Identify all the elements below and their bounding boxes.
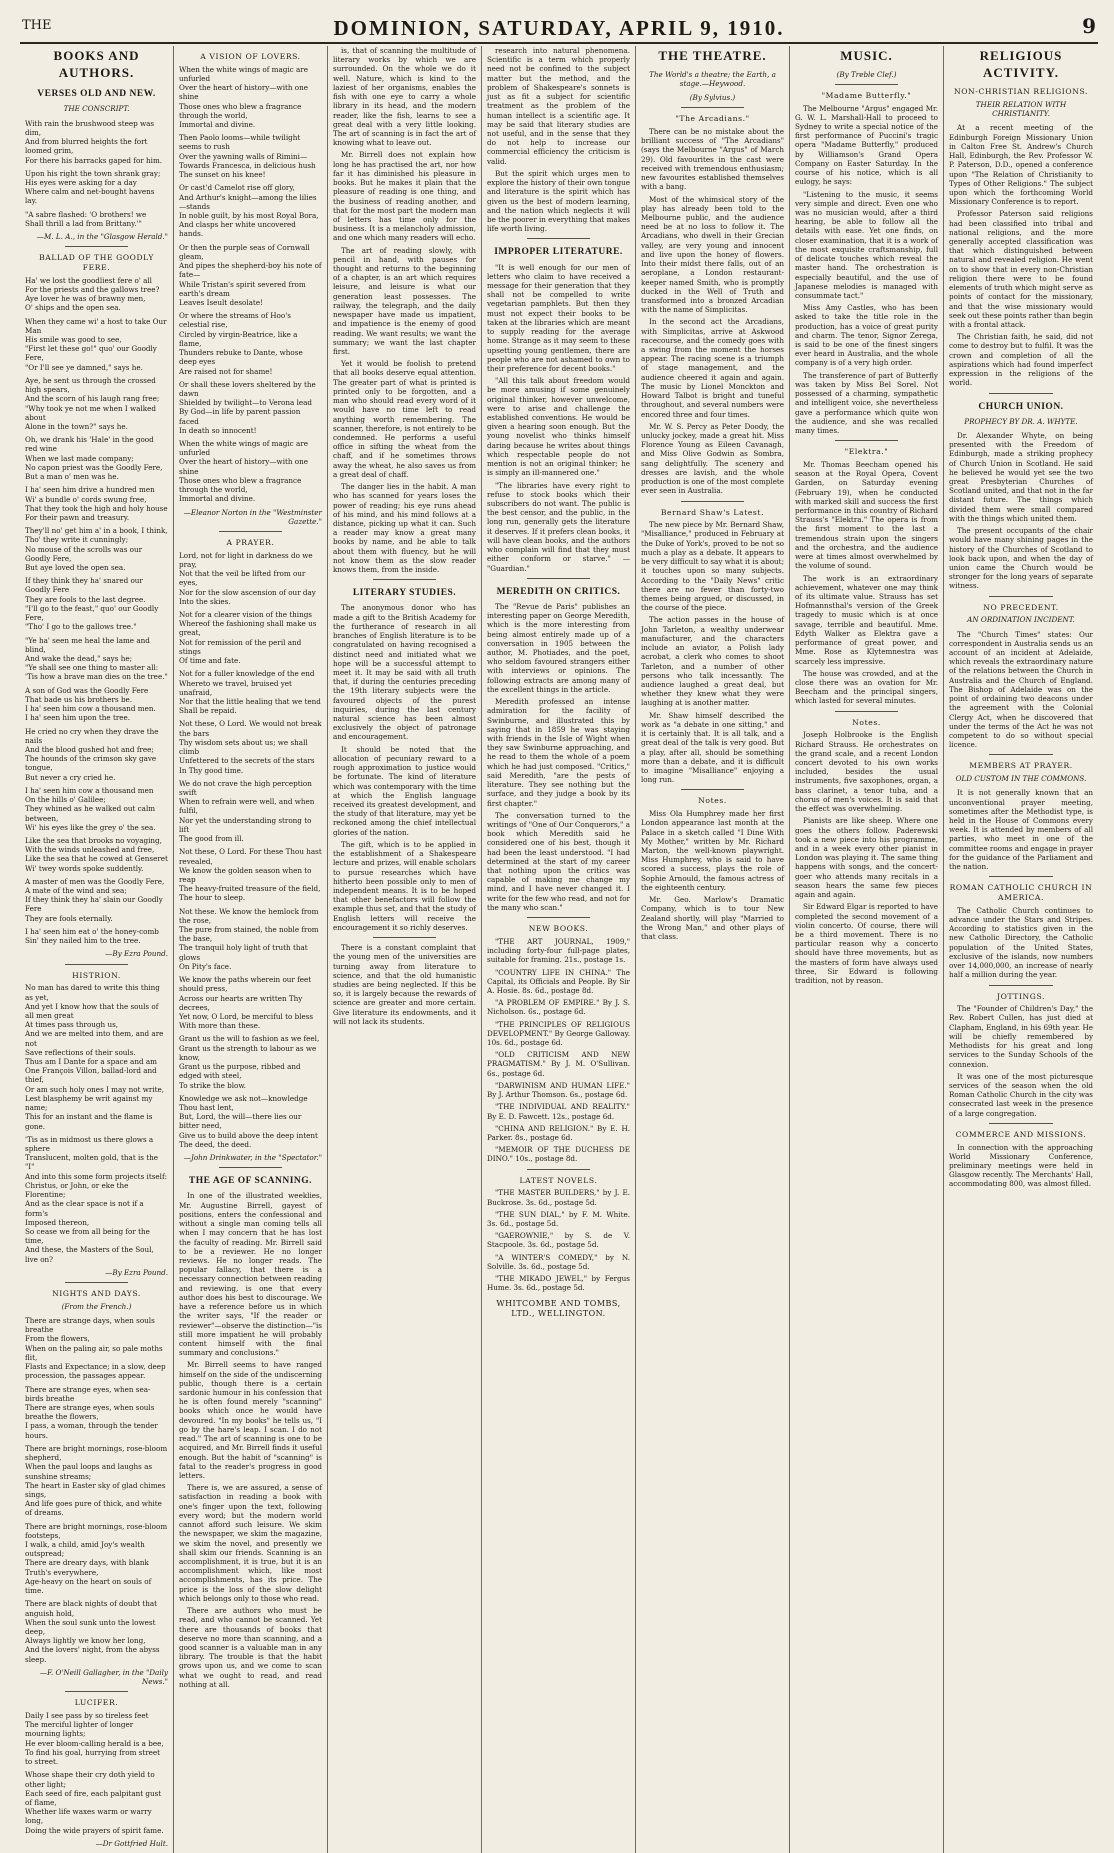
paragraph: The art of reading slowly, with pencil in hand, with pauses for thought and returns to the beginning of a chapter, is an art which requires leisure, and leisure is what our generation least possesses. The railway, the telegraph, and the daily newspaper have made us impatient, and impatience is the enemy of good reading. We want results; we want the summary; we want the last chapter first.: [333, 245, 476, 356]
section-divider: [681, 789, 744, 790]
masthead-title: DOMINION, SATURDAY, APRIL 9, 1910.: [333, 16, 785, 40]
subheading: (From the French.): [61, 1301, 132, 1311]
masthead-left: THE: [22, 18, 52, 33]
verse-stanza: I ha' seen him drive a hundred men Wi' a bundle o' cords swung free, That they took the high and holy house For their pawn and treasury.: [25, 485, 168, 522]
paragraph: At a recent meeting of the Edinburgh Foreign Missionary Union in Calton Free St. Andrew's Church Hall, Edinburgh, the Rev. Professor W. P. Paterson, D.D., opened a conference upon "The Relation of Christianity to Types of Other Religions." The subject upon which the forthcoming World Missionary Conference is to report.: [949, 123, 1093, 207]
column-7: [944, 46, 1098, 1853]
paragraph: Miss Amy Castles, who has been asked to take the title role in the production, has a voice of great purity and charm. The tenor, Signor Zerega, is said to be one of the finest singers ever heard in Australia, and the whole company is of a very high order.: [795, 303, 938, 368]
paragraph: It is not generally known that an unconventional prayer meeting, sometimes after the Methodist type, is held in the House of Commons every week. It is attended by members of all parties, who meet in one of the committee rooms and engage in prayer for the guidance of the Parliament and the nation.: [949, 788, 1093, 872]
verse-stanza: Not these. We know the hemlock from the rose, The pure from stained, the noble from the base, The tranquil holy light of truth that glows On Pity's face.: [179, 906, 319, 971]
section-heading: NIGHTS AND DAYS.: [52, 1289, 141, 1299]
book-listing: "CHINA AND RELIGION." By E. H. Parker. 8s., postage 6d.: [487, 1123, 630, 1142]
paragraph: The Melbourne "Argus" engaged Mr. G. W. L. Marshall-Hall to proceed to Sydney to write a special notice of the first performance of Puccini's tragic opera "Madame Butterfly," produced by Williamson's Grand Opera Company on Easter Saturday. In the course of his notice, which is all eulogy, he says:: [795, 103, 938, 187]
book-listing: "A PROBLEM OF EMPIRE." By J. S. Nicholson. 6s., postage 6d.: [487, 998, 630, 1017]
paragraph: The Catholic Church continues to advance under the Stars and Stripes. According to statistics given in the new Catholic Directory, the Catholic population of the United States, exclusive of the islands, now numbers over 14,000,000, an increase of nearly half a million during the year.: [949, 905, 1093, 980]
book-listing: "COUNTRY LIFE IN CHINA." The Capital, its Officials and People. By Sir A. Hosie. 8s. 6d., postage 8d.: [487, 967, 630, 995]
book-listing: "THE PRINCIPLES OF RELIGIOUS DEVELOPMENT." By George Galloway. 10s. 6d., postage 6d.: [487, 1019, 630, 1048]
section-heading: CHURCH UNION.: [978, 401, 1064, 412]
attribution: —By Ezra Pound.: [105, 949, 168, 959]
section-heading: MEMBERS AT PRAYER.: [969, 761, 1073, 771]
verse-stanza: Not these, O Lord. We would not break the bars Thy wisdom sets about us; we shall climb Unfettered to the secrets of the stars In Thy good time.: [179, 719, 322, 775]
paragraph: The transference of part of Butterfly was taken by Miss Bel Sorel. Not possessed of a charming, sympathetic and intelligent voice, she nevertheless gave a performance which quite won the audience, and she was recalled many times.: [795, 370, 938, 435]
verse-stanza: There are strange eyes, when sea-birds breathe There are strange eyes, when souls breathe the flowers, I pass, a woman, through the tender hours.: [25, 1384, 158, 1440]
paragraph: Mr. Shaw himself described the work as "a debate in one sitting," and it is certainly that. It is all talk, and a great deal of the talk is very good. But a play, after all, should be something more than a debate, and it is difficult to imagine "Misalliance" enjoying a long run.: [641, 710, 784, 785]
paragraph: Mr. Thomas Beecham opened his season at the Royal Opera, Covent Garden, on Saturday evening (February 19), when he conducted with marked skill and success the first performance in this country of Richard Strauss's "Elektra." The opera is from the first moment to the last a tremendous strain upon the singers and the orchestra, and the audience were at times almost overwhelmed by the volume of sound.: [795, 459, 938, 571]
verse-stanza: There are bright mornings, rose-bloom shepherd, When the paul loops and laughs as sunshine streams; The heart in Easter sky of glad chimes sings, And life goes pure of thick, and white of dreams.: [25, 1443, 168, 1518]
subheading: AN ORDINATION INCIDENT.: [967, 615, 1075, 625]
section-heading: "Madame Butterfly.": [821, 90, 912, 100]
column-6: [790, 46, 944, 1853]
paragraph: Joseph Holbrooke is the English Richard Strauss. He orchestrates on the grand scale, and a recent London concert devoted to his own works included, besides the usual instruments, five saxophones, organ, a bass clarinet, a tenor tuba, and a chorus of men's voices. It is said that the effect was overwhelming.: [795, 730, 938, 814]
verse-stanza: I ha' seen him eat o' the honey-comb Sin' they nailed him to the tree.: [25, 926, 159, 946]
section-divider: [65, 964, 128, 965]
paragraph: There are authors who must be read, and who cannot be scanned. Yet there are thousands of books that deserve no more than scanning, and a good scanner is a valuable man in any library. The trouble is that the habit grows upon us, and we come to scan what we ought to read, and read nothing at all.: [179, 1606, 322, 1689]
section-divider: [65, 1282, 128, 1283]
verse-stanza: 'Tis as in midmost us there glows a sphere Translucent, molten gold, that is the "I" And into this some form projects itself: Christus, or John, or eke the Florentine; And as the clear space is not if a form's Imposed thereon, So cease we from all being for the time, And these, the Masters of the Soul, live on?: [25, 1134, 168, 1264]
attribution: —F. O'Neill Gallagher, in the "Daily News.": [39, 1667, 168, 1687]
attribution: —John Drinkwater, in the "Spectator.": [183, 1153, 322, 1163]
paragraph: Mr. Birrell does not explain how long he has practised the art, nor how far it has diminished his pleasure in books. But he makes it plain that the pleasure of reading is one thing, and the business of reading another, and that for the most part the modern man of letters has time only for the business. It is a melancholy admission, and one which many readers will echo.: [333, 150, 476, 243]
paragraph: Mr. W. S. Percy as Peter Doody, the unlucky jockey, made a great hit. Miss Florence Young as Eileen Cavanagh, and Miss Olive Godwin as Sombra, sang delightfully. The scenery and dresses are lavish, and the whole production is one of the most complete ever seen in Australia.: [641, 421, 784, 496]
section-divider: [681, 501, 744, 502]
book-listing: "THE MASTER BUILDERS," by J. E. Buckrose. 3s. 6d., postage 5d.: [487, 1188, 630, 1207]
verse-stanza: Grant us the will to fashion as we feel, Grant us the strength to labour as we know, Grant us the purpose, ribbed and edged with steel, To strike the blow.: [179, 1034, 320, 1090]
paragraph: It was one of the most picturesque services of the season when the old Roman Catholic Church in the city was consecrated last week in the presence of a large congregation.: [949, 1071, 1093, 1118]
paragraph: In the second act the Arcadians, with Simplicitas, arrive at Askwood racecourse, and the comedy goes with a swing from the moment the horses appear. The racing scene is a triumph of stage management, and the audience cheered it again and again. The music by Lionel Monckton and Howard Talbot is bright and tuneful throughout, and several numbers were encored three and four times.: [641, 317, 784, 419]
verse-stanza: A son of God was the Goodly Fere That bade us his brothers be. I ha' seen him cow a thousand men. I ha' seen him upon the tree.: [25, 685, 156, 723]
section-divider: [989, 596, 1053, 597]
masthead: [20, 14, 1098, 44]
paragraph: In one of the illustrated weeklies, Mr. Augustine Birrell, gayest of positions, enters the confessional and without a single man coming tells all when I may concern that he has lost the faculty of reading. Mr. Birrell said to be a reviewer. He no longer reviews. He no longer reads. The popular fallacy, that there is a necessary connection between reading and reviewing, is one that every author does his best to discourage. We have a reference before us in which the writer says, "If the reader or reviewer"—observe the distinction—"is still more impatient he will probably content himself with the final summary and conclusions.": [179, 1191, 322, 1358]
section-heading: ROMAN CATHOLIC CHURCH IN AMERICA.: [949, 883, 1093, 903]
paragraph: Mr. Birrell seems to have ranged himself on the side of the undiscerning public, though there is a certain sardonic humour in his confession that he is often found merely "scanning" books which once he would have devoured. "In my books" he tells us, "I go by the hare's leap. I scan. I do not read." The art of scanning is one to be acquired, and Mr. Birrell finds it useful enough. But the habit of "scanning" is fatal to the reader's progress in good letters.: [179, 1360, 322, 1480]
subheading: The World's a theatre; the Earth, a stage.—Heywood.: [649, 69, 776, 88]
paragraph: The anonymous donor who has made a gift to the British Academy for the furtherance of research in all branches of English literature is to be congratulated on having recognised a distinct need and initiated what we hope will be a successful attempt to meet it. It may be said with all truth that, if during the centuries preceding the 19th literary subjects were the favoured objects of the purest inquiries, during the last century natural science has been almost exclusively the object of patronage and encouragement.: [333, 603, 476, 742]
section-divider: [835, 440, 898, 441]
verse-stanza: Lord, not for light in darkness do we pray, Not that the veil be lifted from our eyes, Nor for the slow ascension of our day Into the skies.: [179, 550, 316, 606]
verse-stanza: Upon his right the town shrank gray; His eyes were asking for a day Where calm and net-bought havens lay.: [25, 168, 161, 206]
paragraph: "The libraries have every right to refuse to stock books which their subscribers do not want. The public is the best censor, and the public, in the long run, generally gets the literature it deserves. If it prefers clean books, it will have clean books, and the authors who complain will find that they must either conform or starve." — "Guardian.": [487, 480, 630, 573]
paragraph: "It is well enough for our men of letters who claim to have received a message for their generation that they shall not be compelled to write vegetarian pamphlets. But then they must not expect their books to be taken at the libraries which are meant to supply reading for the average home. Strange as it may seem to these upsetting young gentlemen, there are people who are not ashamed to own to their preference for decent books.": [487, 262, 630, 373]
paragraph: The work is an extraordinary achievement, whatever one may think of its ultimate value. Strauss has set Hofmannsthal's version of the Greek tragedy to music which is at once savage, terrible and beautiful. Mme. Edyth Walker as Elektra gave a performance of great power, and Mme. Rose as Klytemnestra was scarcely less impressive.: [795, 573, 938, 666]
section-heading: THE THEATRE.: [658, 48, 767, 63]
paragraph: The present occupants of the chair would have many shining pages in the history of the Churches of Scotland to look back upon, and when the day of union came the Church would be stronger for the long years of separate witness.: [949, 526, 1093, 591]
subheading: OLD CUSTOM IN THE COMMONS.: [955, 774, 1087, 784]
paragraph: Professor Paterson said religions had been classified into tribal and national religions, and the more generally accepted classification was that which distinguished between natural and revealed religion. He went on to show that in every non-Christian religion there were to be found elements of truth which might serve as points of contact for the missionary, and that the wise missionary would seek out these points rather than begin with a frontal attack.: [949, 209, 1093, 329]
column-3: [328, 46, 482, 1853]
column-4: [482, 46, 636, 1853]
section-divider: [527, 238, 590, 239]
verse-stanza: There are bright mornings, rose-bloom footsteps, I walk, a child, amid Joy's wealth outspread; There are dreary days, with blank Truth's everywhere, Age-heavy on the heart on souls of time.: [25, 1521, 168, 1596]
paragraph: Meredith professed an intense admiration for the facility of Swinburne, and illustrated this by saying that in 1859 he was staying with friends in the Isle of Wight when they saw Swinburne approaching, and he read to them the whole of a poem which he had just composed. "Critics," said Meredith, "are the pests of literature. They see nothing but the surface, and they judge a book by its first chapter.": [487, 697, 630, 808]
attribution: —M. L. A., in the "Glasgow Herald.": [36, 232, 168, 242]
verse-stanza: I ha' seen him cow a thousand men On the hills o' Galilee; They whined as he walked out calm between, Wi' his eyes like the grey o' the sea.: [25, 785, 156, 832]
subheading: (By Sylvius.): [689, 93, 736, 103]
section-heading: BALLAD OF THE GOODLY FERE.: [39, 253, 154, 272]
paragraph: The Christian faith, he said, did not come to destroy but to fulfil. It was the crown and completion of all the aspirations which had found imperfect expression in the religions of the world.: [949, 332, 1093, 388]
verse-stanza: If they think they ha' snared our Goodly Fere They are fools to the last degree. "I'll go to the feast," quo' our Goodly Fere, "Tho' I go to the gallows tree.": [25, 576, 159, 632]
verse-stanza: Not for a fuller knowledge of the end Whereto we travel, bruised yet unafraid, Nor that the little healing that we tend Shall be repaid.: [179, 669, 321, 716]
columns: [20, 46, 1098, 1848]
book-listing: "GAEROWNIE," by S. de V. Stacpoole. 3s. 6d., postage 5d.: [487, 1231, 630, 1250]
section-heading: Notes.: [852, 717, 881, 727]
book-listing: "THE MIKADO JEWEL," by Fergus Hume. 3s. 6d., postage 5d.: [487, 1274, 630, 1293]
section-divider: [681, 107, 744, 108]
section-heading: "Elektra.": [844, 447, 889, 457]
paragraph: It should be noted that the allocation of pecuniary reward to a rough approximation to justice would be fortunate. The kind of literature which was contemporary with the time at which the English language received its greatest development, and the study of that literature, may yet be reckoned among the chief intellectual glories of the nation.: [333, 744, 476, 837]
paragraph: The "Founder of Children's Day," the Rev. Robert Cullen, has just died at Clapham, England, in his 69th year. He will be chiefly remembered by Methodists for his great and long services to the Sunday Schools of the connexion.: [949, 1004, 1093, 1069]
section-heading: NON-CHRISTIAN RELIGIONS.: [953, 87, 1089, 97]
verse-stanza: When the white wings of magic are unfurled Over the heart of history—with one shine Those ones who blew a fragrance through the world, Immortal and divine.: [179, 64, 309, 130]
section-heading: LUCIFER.: [74, 1698, 119, 1708]
section-heading: MEREDITH ON CRITICS.: [496, 586, 621, 597]
section-heading: "The Arcadians.": [675, 114, 750, 124]
section-heading: A PRAYER.: [226, 538, 275, 547]
paragraph: The "Revue de Paris" publishes an interesting paper on George Meredith, which is the more interesting from being almost entirely made up of a conversation in 1905 between the author, M. Photiades, and the poet, who seldom favoured strangers either with interviews or opinions. The following extracts are among many of the excellent things in the article.: [487, 601, 630, 694]
section-divider: [527, 578, 590, 579]
paragraph: There can be no mistake about the brilliant success of "The Arcadians" (says the Melbourne "Argus" of March 29). Old favourites in the cast were received with tremendous enthusiasm; new favourites established themselves with a bang.: [641, 127, 784, 192]
verse-stanza: Or then the purple seas of Cornwall gleam, And pipes the shepherd-boy his note of fate— While Tristan's spirit severed from earth's dream Leaves Iseult desolate!: [179, 242, 322, 307]
paragraph: The "Church Times" states: Our correspondent in Australia sends us an account of an incident at Adelaide, which reveals the extraordinary nature of the relations between the Church in Australia and the Church of England. The Bishop of Adelaide was on the point of ordaining two deacons under the agreement with the Colonial Clergy Act, when he discovered that under the terms of the Act he was not competent to do so without special licence.: [949, 629, 1093, 750]
paragraph: Dr. Alexander Whyte, on being presented with the Freedom of Edinburgh, made a striking prophecy of Church Union in Scotland. He said he believed he would yet see the two great Presbyterian Churches of Scotland united, and that not in the far distant future. The things which divided them were small compared with the things which united them.: [949, 430, 1093, 523]
verse-stanza: Not for a clearer vision of the things Whereof the fashioning shall make us great, Not for remission of the peril and stings Of time and fate.: [179, 610, 317, 666]
section-divider: [65, 1691, 128, 1692]
verse-stanza: "A sabre flashed: 'O brothers! we Shall thrill a lad from Brittany.'": [25, 209, 147, 228]
verse-stanza: With rain the brushwood steep was dim, And from blurred heights the fort loomed grim, For there his barracks gaped for him.: [25, 118, 163, 165]
paragraph: There is, we are assured, a sense of satisfaction in reading a book with one's finger upon the text, following every word; but the modern world cannot afford such leisure. We skim the newspaper, we skim the magazine, we skim the novel, and presently we shall skim our friends. Scanning is an accomplishment, it is true, but it is an accomplishment which, like most accomplishments, has its price. The price is the loss of the slow delight which belongs only to those who read.: [179, 1483, 322, 1603]
paragraph: "All this talk about freedom would be more amusing if some genuinely original thinker, however unwelcome, were to arise and challenge the established conventions. He would be given a hearing soon enough. But the young novelist who thinks himself daring because he writes about things which respectable people do not mention is not an original thinker; he is simply an ill-mannered one.": [487, 376, 630, 478]
book-listing: "OLD CRITICISM AND NEW PRAGMATISM." By J. M. O'Sullivan. 6s., postage 6d.: [487, 1050, 630, 1078]
verse-stanza: Whose shape their cry doth yield to other light; Each seed of fire, each palpitant gust of flame, Whether life waxes warm or warry long, Doing the wide prayers of spirit fame.: [25, 1770, 164, 1835]
verse-stanza: They'll no' get him a' in a book, I think, Tho' they write it cunningly; No mouse of the scrolls was our Goodly Fere, But aye loved the open sea.: [25, 526, 168, 573]
paragraph: There is a constant complaint that the young men of the universities are turning away from literature to science, and that the old humanistic studies are being neglected. If this be so, it is largely because the rewards of science are greater and more certain. Give literature its endowments, and it will not lack its students.: [333, 943, 476, 1026]
section-divider: [219, 531, 282, 532]
verse-stanza: A master of men was the Goodly Fere, A mate of the wind and sea; If they think they ha' slain our Goodly Fere They are fools eternally.: [25, 876, 165, 923]
section-divider: [989, 393, 1053, 394]
section-heading: Bernard Shaw's Latest.: [660, 507, 765, 517]
section-heading: COMMERCE AND MISSIONS.: [955, 1129, 1087, 1139]
subheading: THE CONSCRIPT.: [63, 104, 130, 114]
section-divider: [65, 246, 128, 247]
section-heading: NO PRECEDENT.: [983, 602, 1059, 612]
section-divider: [373, 937, 436, 938]
verse-stanza: There are strange days, when souls breathe From the flowers, When on the paling air, so pale moths flit, Flasts and Expectance; in a slow, deep procession, the passages appear.: [25, 1316, 166, 1381]
verse-stanza: We do not crave the high perception swift When to refrain were well, and when fulfil, Nor yet the understanding strong to lift The good from ill.: [179, 778, 315, 844]
subheading: THEIR RELATION WITH CHRISTIANITY.: [975, 99, 1067, 119]
paragraph: In connection with the approaching World Missionary Conference, preliminary meetings were held in Glasgow recently. The Merchants' Hall, accommodating 800, was almost filled.: [949, 1142, 1093, 1189]
verse-stanza: We know the paths wherein our feet should press, Across our hearts are written Thy decrees, Yet now, O Lord, be merciful to bless With more than these.: [179, 975, 314, 1031]
attribution: —By Ezra Pound.: [105, 1267, 168, 1277]
book-listing: "DARWINISM AND HUMAN LIFE." By J. Arthur Thomson. 6s., postage 6d.: [487, 1080, 630, 1100]
paragraph: is, that of scanning the multitude of literary works by which we are surrounded. On the whole we do it well. Nature, which is kind to the laziest of her organisms, enables the fish with one eye to carry a whole library in its head, and the modern reader, like the fish, learns to see a great deal with a very little looking. The art of scanning is in fact the art of knowing what to leave out.: [333, 46, 476, 148]
verse-stanza: When the white wings of magic are unfurled Over the heart of history—with one shine Those ones who blew a fragrance through the world, Immortal and divine.: [179, 439, 309, 504]
column-2: [174, 46, 328, 1853]
section-heading: BOOKS AND AUTHORS.: [53, 48, 140, 80]
verse-stanza: Ha' we lost the goodliest fere o' all For the priests and the gallows tree? Aye lover he was of brawny men, O' ships and the open sea.: [25, 275, 160, 313]
section-divider: [527, 917, 590, 918]
paragraph: research into natural phenomena. Scientific is a term which properly need not be confined to the subject matter but the method, and the problem of Shakespeare's sonnets is just as fit a subject for scientific treatment as the problem of the human intellect is a scientific age. It may be said that literary studies are not useful, and in the sense that they do not help to increase our commercial efficiency the criticism is valid.: [487, 46, 630, 166]
publisher-imprint: WHITCOMBE AND TOMBS, LTD., WELLINGTON.: [496, 1298, 621, 1318]
section-heading: Notes.: [698, 796, 727, 806]
verse-stanza: Then Paolo looms—while twilight seems to rush Over the yawning walls of Rimini— Towards Francesca, in delicious hush The sunset on his knee!: [179, 133, 316, 180]
paragraph: The conversation turned to the writings of "One of Our Conquerors," a book which Meredith said he considered one of his best, though it had been the least understood. "I had determined at the start of my career that nothing upon the critics was capable of making me change my mind, and I have never changed it. I write for the few who read, and not for the many who scan.": [487, 810, 630, 912]
subheading: (By Treble Clef.): [836, 69, 897, 79]
section-divider: [373, 579, 436, 580]
section-heading: LATEST NOVELS.: [519, 1175, 598, 1185]
section-heading: LITERARY STUDIES.: [352, 588, 457, 599]
section-divider: [989, 754, 1053, 755]
verse-stanza: There are black nights of doubt that anguish hold, When the soul sunk unto the lowest deep, Always lightly we know her long, And the lovers' night, from the abyss sleep.: [25, 1599, 160, 1664]
section-heading: THE AGE OF SCANNING.: [188, 1176, 313, 1187]
section-heading: HISTRION.: [72, 970, 121, 980]
paragraph: The new piece by Mr. Bernard Shaw, "Misalliance," produced in February at the Duke of York's, proved to be not so much a play as a debate. It appears to be very difficult to say what it is about; it touches upon so many subjects. According to the "Daily News" critic there are no fewer than forty-two themes being argued, or discussed, in the course of the piece.: [641, 520, 784, 613]
verse-stanza: Like the sea that brooks no voyaging, With the winds unleashed and free, Like the sea that he cowed at Genseret Wi' twey words spoke suddently.: [25, 835, 168, 873]
paragraph: Miss Ola Humphrey made her first London appearance last month at the Palace in a sketch called "I Dine With My Mother," written by Mr. Richard Marton, the well-known playwright. Miss Humphrey, who is said to have scored a success, plays the role of Sophie Arnould, the famous actress of the eighteenth century.: [641, 809, 784, 892]
section-divider: [989, 876, 1053, 877]
verse-stanza: He cried no cry when they drave the nails And the blood gushed hot and free; The hounds of the crimson sky gave tongue, But never a cry cried he.: [25, 726, 159, 782]
section-heading: VERSES OLD AND NEW.: [37, 89, 156, 100]
verse-stanza: Knowledge we ask not—knowledge Thou hast lent, But, Lord, the will—there lies our bitter need, Give us to build above the deep intent The deed, the deed.: [179, 1093, 318, 1149]
paragraph: Pianists are like sheep. Where one goes the others follow. Paderewski took a new piece into his programme, and in a week every other pianist in London was playing it. The same thing happens with songs, and the concert-goer who attends many recitals in a season hears the same few pieces again and again.: [795, 816, 938, 900]
verse-stanza: Or where the streams of Hoo's celestial rise, Circled by virgin-Beatrice, like a flame, Thunders rebuke to Dante, whose deep eyes Are raised not for shame!: [179, 311, 303, 376]
paragraph: Most of the whimsical story of the play has already been told to the Melbourne public, and the audience need be at no loss to follow it. The Arcadians, who dwell in their Grecian valley, are very young and innocent and live upon the honey of flowers. Into their midst there falls, out of an aeroplane, a London restaurant-keeper named Smith, who is promptly ducked in the Well of Truth and transformed into a bronzed Arcadian with the name of Simplicitas.: [641, 194, 784, 315]
paragraph: The gift, which is to be applied in the establishment of a Shakespeare lecture and prizes, will enable scholars to pursue researches which have hitherto been possible only to men of independent means. It is to be hoped that other benefactors will follow the example thus set, and that the study of English letters will receive the encouragement it so richly deserves.: [333, 839, 476, 932]
verse-stanza: Or shall these lovers sheltered by the dawn Shielded by twilight—to Verona lead By God—in life by parent passion faced In death so innocent!: [179, 379, 316, 435]
paragraph: But the spirit which urges men to explore the history of their own tongue and literature is the spirit which has given us the best of modern learning, and the nation which neglects it will be the poorer in everything that makes life worth living.: [487, 168, 630, 234]
section-heading: MUSIC.: [840, 48, 893, 63]
attribution: —Dr Gottfried Hult.: [95, 1838, 168, 1848]
section-heading: NEW BOOKS.: [528, 924, 589, 934]
section-divider: [989, 985, 1053, 986]
paragraph: Yet it would be foolish to pretend that all books deserve equal attention. The greater part of what is printed is printed only to be forgotten, and a man who should read every word of it would have no time left to read anything worth remembering. The scanner, therefore, is not entirely to be condemned. He performs a useful office in sifting the wheat from the chaff, and if he sometimes throws away the wheat, he also saves us from a great deal of chaff.: [333, 359, 476, 479]
verse-stanza: Daily I see pass by so tireless feet The merciful lighter of longer mourning lights; He ever bloom-calling herald is a bee, To find his goal, hurrying from street to street.: [25, 1711, 164, 1767]
paragraph: Sir Edward Elgar is reported to have completed the second movement of a violin concerto. Of course, there will be a third movement. There is no particular reason why a concerto should have three movements, but as the masters of form have always used three, Sir Edward is following tradition, not by reason.: [795, 902, 938, 986]
verse-stanza: When they came wi' a host to take Our Man His smile was good to see, "First let these go!" quo' our Goodly Fere, "Or I'll see ye damned," says he.: [25, 316, 167, 372]
book-listing: "MEMOIR OF THE DUCHESS DE DINO." 10s., postage 8d.: [487, 1145, 630, 1164]
column-1: [20, 46, 174, 1853]
book-listing: "THE ART JOURNAL, 1909," including forty-four full-page plates, suitable for framing. 21s., postage 1s.: [487, 936, 630, 965]
verse-stanza: Aye, he sent us through the crossed high spears, And the scorn of his laugh rang free; "Why took ye not me when I walked about Alone in the town?" says he.: [25, 375, 160, 431]
book-listing: "A WINTER'S COMEDY," by N. Solville. 3s. 6d., postage 5d.: [487, 1252, 630, 1271]
column-5: [636, 46, 790, 1853]
verse-stanza: Not these, O Lord. For these Thou hast revealed, We know the golden season when to reap The heavy-fruited treasure of the field, The hour to sleep.: [179, 847, 322, 903]
verse-stanza: No man has dared to write this thing as yet, And yet I know how that the souls of all men great At times pass through us, And we are melted into them, and are not Save reflections of their souls. Thus am I Dante for a space and am One François Villon, ballad-lord and thief, Or am such holy ones I may not write, Lest blasphemy be writ against my name; This for an instant and the flame is gone.: [25, 983, 165, 1131]
page-number: 9: [1082, 14, 1096, 38]
section-heading: A VISION OF LOVERS.: [200, 52, 301, 61]
verse-stanza: Or cast'd Camelot rise off glory, And Arthur's knight—among the lilies—stands In noble guilt, by his most Royal Bora, And clasps her white uncovered hands.: [179, 183, 319, 239]
section-divider: [989, 1123, 1053, 1124]
section-divider: [835, 84, 898, 85]
paragraph: The house was crowded, and at the close there was an ovation for Mr. Beecham and the principal singers, which lasted for several minutes.: [795, 668, 938, 706]
verse-stanza: "Ye ha' seen me heal the lame and blind, And wake the dead," says he; "Ye shall see one thing to master all: 'Tis how a brave man dies on the tree.": [25, 635, 168, 682]
paragraph: The action passes in the house of John Tarleton, a wealthy underwear manufacturer, and the characters include an aviator, a Polish lady acrobat, a clerk who comes to shoot Tarleton, and a number of other persons who talk incessantly. The audience laughed a great deal, but whether they knew what they were laughing at is another matter.: [641, 615, 784, 708]
section-heading: IMPROPER LITERATURE.: [494, 247, 623, 258]
paragraph: The danger lies in the habit. A man who has scanned for years loses the power of reading; his eye runs ahead of his mind, and his mind follows at a distance, picking up what it can. Such a reader may know a great many books by name, and be able to talk about them with fluency, but he will not know them as the slow reader knows them, from the inside.: [333, 482, 476, 575]
section-divider: [219, 1167, 282, 1168]
section-heading: RELIGIOUS ACTIVITY.: [979, 48, 1063, 80]
section-divider: [527, 1169, 590, 1170]
book-listing: "THE SUN DIAL," by F. M. White. 3s. 6d., postage 5d.: [487, 1209, 630, 1229]
paragraph: "Listening to the music, it seems very simple and direct. Even one who was no musician would, after a third hearing, be able to follow all the details with ease. Yet one finds, on closer examination, that it is a work of the most exquisite craftsmanship, full of delicate touches which reveal the master hand. The orchestration is especially beautiful, and the use of Japanese melodies is managed with consummate tact.": [795, 189, 938, 300]
verse-stanza: Oh, we drank his 'Hale' in the good red wine When we last made company; No capon priest was the Goodly Fere, But a man o' men was he.: [25, 435, 163, 482]
book-listing: "THE INDIVIDUAL AND REALITY." By E. D. Fawcett. 12s., postage 6d.: [487, 1102, 630, 1121]
attribution: —Eleanor Norton in the "Westminster Gazette.": [183, 507, 322, 526]
subheading: PROPHECY BY DR. A. WHYTE.: [964, 416, 1078, 426]
section-divider: [835, 711, 898, 712]
section-heading: JOTTINGS.: [997, 991, 1045, 1001]
paragraph: Mr. Geo. Marlow's Dramatic Company, which is to tour New Zealand shortly, will play "Married to the Wrong Man," and other plays of that class.: [641, 895, 784, 941]
